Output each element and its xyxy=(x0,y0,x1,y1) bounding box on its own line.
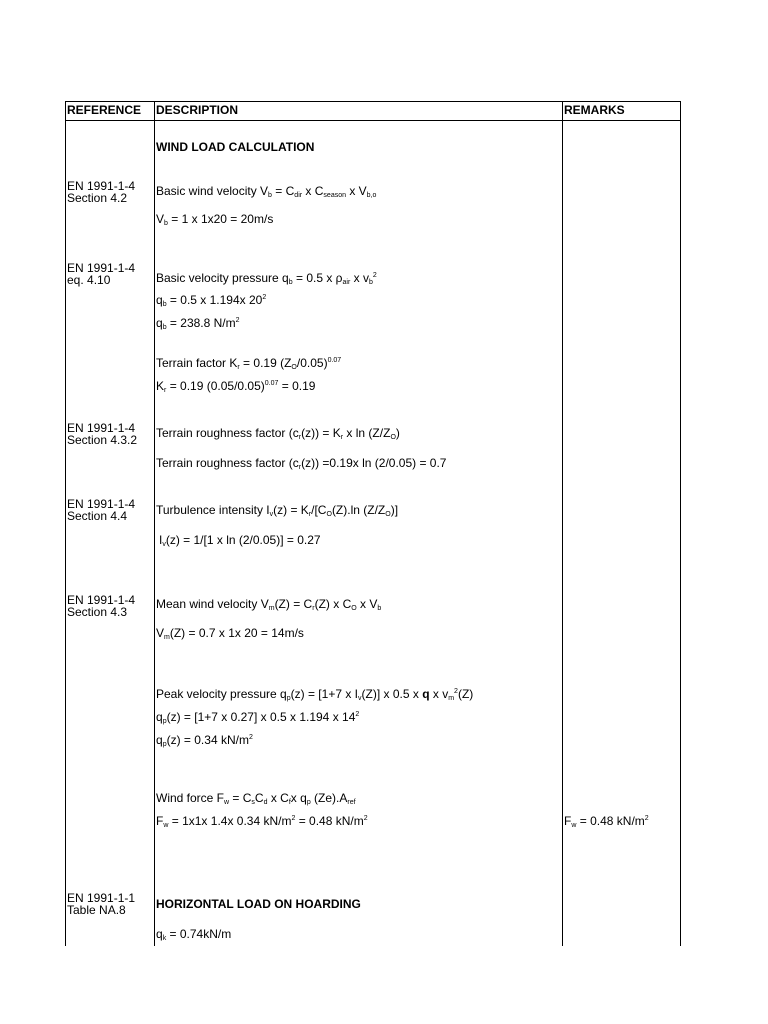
reference-column-divider xyxy=(154,101,155,946)
value-horizontal-load: $q_k = 0.74kN/m$ xyxy=(156,927,232,942)
formula-terrain-factor: Terrain factor $K_r = 0.19$ $(Z_O/0.05)^{0.07}$ xyxy=(156,356,342,371)
reference-terrain-roughness: EN 1991-1-4 Section 4.3.2 xyxy=(67,421,138,447)
calc-terrain-factor: $K_r = 0.19$ $(0.05/0.05)^{0.07} = 0.19$ xyxy=(156,379,316,394)
formula-wind-force: Wind force $F_w = C_sC_d$ x $C_fx$ $q_p$ $(Ze).A_{ref}$ xyxy=(156,791,356,806)
section-title-horizontal-load: HORIZONTAL LOAD ON HOARDING xyxy=(156,897,361,911)
header-bottom-border xyxy=(65,120,681,121)
calc-wind-force: $F_w = 1x1x$ 1.4x 0.34 $kN/m^2 = 0.48$ $kN/m^2$ xyxy=(156,814,368,829)
calc-terrain-roughness: Terrain roughness factor $(c_r(z)) =0.19x$ ln (2/0.05) = 0.7 xyxy=(156,456,447,471)
header-description: DESCRIPTION xyxy=(156,103,239,117)
calc-peak-velocity-pressure: $q_p(z) = [1+7$ x 0.27] x 0.5 x 1.194 x $14^2$ xyxy=(156,710,360,725)
table-right-border xyxy=(680,101,681,946)
table-top-border xyxy=(65,101,681,102)
reference-mean-wind-velocity: EN 1991-1-4 Section 4.3 xyxy=(67,593,136,619)
reference-basic-velocity-pressure: EN 1991-1-4 eq. 4.10 xyxy=(67,261,136,287)
calc-basic-velocity-pressure: $q_b = 0.5$ x 1.194x $20^2$ xyxy=(156,293,267,308)
formula-basic-wind-velocity: Basic wind velocity $V_b = C_{dir}$ x $C_{season}$ x $V_{b,o}$ xyxy=(156,184,377,199)
formula-terrain-roughness: Terrain roughness factor $(c_r(z)) = K_r$ x $\ln (Z/Z_O)$ xyxy=(156,426,400,441)
formula-turbulence-intensity: Turbulence intensity $I_v(z) = K_r/[C_O(Z).\ln$ $(Z/Z_O)$] xyxy=(156,503,399,518)
formula-peak-velocity-pressure: Peak velocity pressure $q_p(z) = [1+7$ x $I_v(Z)$] x 0.5 x q x $v_m^2(Z)$ xyxy=(156,687,474,702)
remark-wind-force-result: $F_w = 0.48$ $kN/m^2$ xyxy=(564,814,649,829)
remarks-column-divider xyxy=(562,101,563,946)
reference-basic-wind-velocity: EN 1991-1-4 Section 4.2 xyxy=(67,179,136,205)
formula-basic-velocity-pressure: Basic velocity pressure $q_b = 0.5$ x $\rho_{air}$ x $v_b^2$ xyxy=(156,271,377,286)
result-basic-velocity-pressure: $q_b = 238.8$ $N/m^2$ xyxy=(156,316,240,331)
calc-mean-wind-velocity: $V_m(Z) = 0.7$ x 1x 20 = 14m/s xyxy=(156,626,304,641)
reference-turbulence-intensity: EN 1991-1-4 Section 4.4 xyxy=(67,497,136,523)
result-peak-velocity-pressure: $q_p(z) = 0.34$ $kN/m^2$ xyxy=(156,733,253,748)
reference-horizontal-load: EN 1991-1-1 Table NA.8 xyxy=(67,891,136,917)
table-left-border xyxy=(65,101,66,946)
header-remarks: REMARKS xyxy=(564,103,625,117)
formula-mean-wind-velocity: Mean wind velocity $V_m(Z) = C_r(Z)$ x $C_O$ x $V_b$ xyxy=(156,597,382,612)
calc-basic-wind-velocity: $V_b = 1$ x 1x20 = 20m/s xyxy=(156,212,274,227)
header-reference: REFERENCE xyxy=(67,103,142,117)
section-title-wind-load: WIND LOAD CALCULATION xyxy=(156,140,315,154)
calc-turbulence-intensity: $I_v(z) = 1/[1$ x ln (2/0.05)] = 0.27 xyxy=(159,533,321,548)
